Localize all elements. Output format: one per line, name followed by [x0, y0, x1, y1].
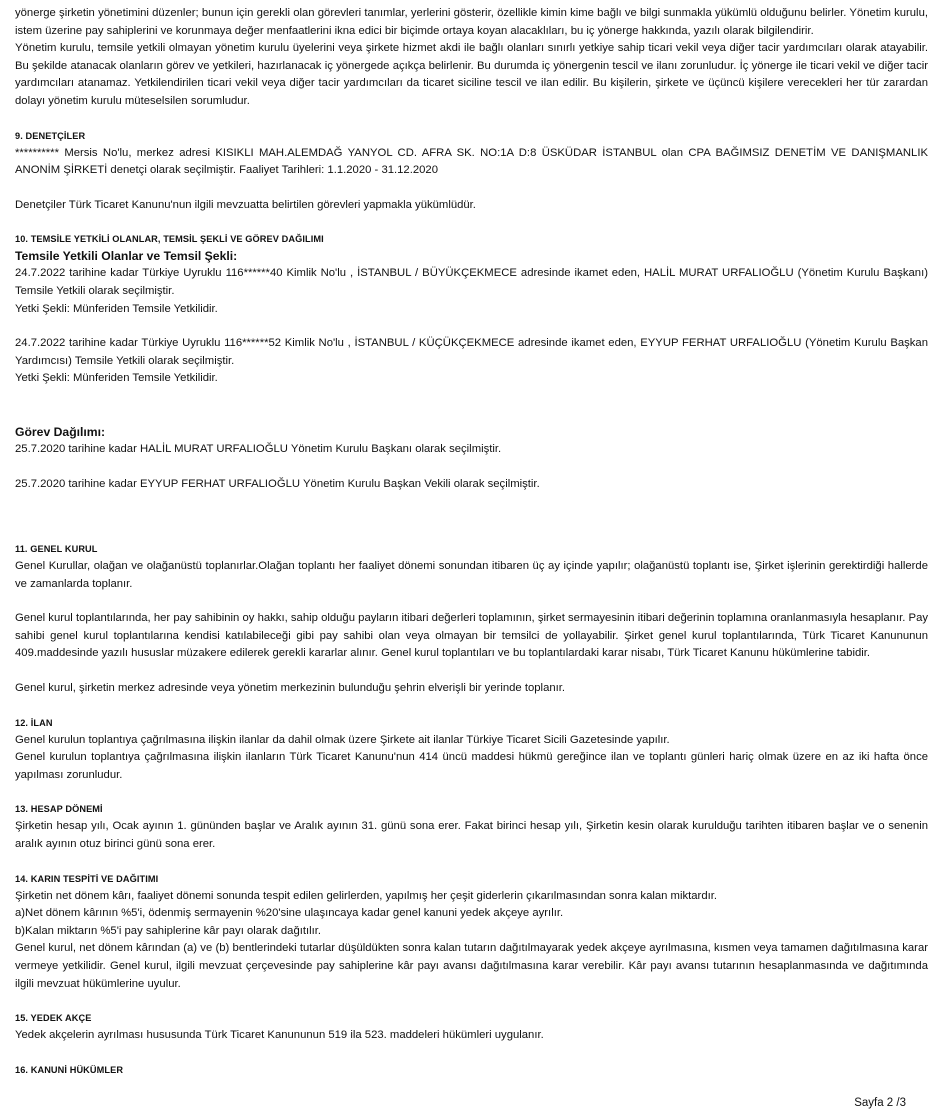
paragraph: Denetçiler Türk Ticaret Kanunu'nun ilgili mevzuatta belirtilen görevleri yapmakla yükümlüdür.: [15, 198, 476, 211]
subheading-duties: Görev Dağılımı:: [15, 424, 106, 439]
section-heading-13: 13. HESAP DÖNEMİ: [15, 804, 103, 815]
section-heading-12: 12. İLAN: [15, 717, 53, 728]
paragraph: Yetki Şekli: Münferiden Temsile Yetkilidir.: [15, 302, 218, 315]
paragraph: 24.7.2022 tarihine kadar Türkiye Uyruklu 116******40 Kimlik No'lu , İSTANBUL / BÜYÜKÇEKMECE adresinde ikamet eden, HALİL MURAT URFALIOĞLU (Yönetim Kurulu Başkanı) Temsile Yetkili olarak seçilmiştir.: [15, 267, 928, 297]
paragraph: Şirketin net dönem kârı, faaliyet dönemi sonunda tespit edilen gelirlerden, yapılmış her çeşit giderlerin çıkarılmasından sonra kalan miktardır.: [15, 889, 718, 902]
section-heading-11: 11. GENEL KURUL: [15, 544, 98, 555]
section-heading-9: 9. DENETÇİLER: [15, 130, 86, 141]
paragraph: a)Net dönem kârının %5'i, ödenmiş sermayenin %20'sine ulaşıncaya kadar genel kanuni yedek akçeye ayrılır.: [15, 907, 564, 920]
paragraph: 25.7.2020 tarihine kadar HALİL MURAT URFALIOĞLU Yönetim Kurulu Başkanı olarak seçilmiştir.: [15, 442, 502, 455]
paragraph: 24.7.2022 tarihine kadar Türkiye Uyruklu 116******52 Kimlik No'lu , İSTANBUL / KÜÇÜKÇEKMECE adresinde ikamet eden, EYYUP FERHAT URFALIOĞLU (Yönetim Kurulu Başkan Yardımcısı) Temsile Yetkili olarak seçilmiştir.: [15, 337, 928, 367]
section-heading-10: 10. TEMSİLE YETKİLİ OLANLAR, TEMSİL ŞEKLİ VE GÖREV DAĞILIMI: [15, 234, 324, 245]
page-number: Sayfa 2 /3: [854, 1097, 906, 1109]
paragraph: Genel Kurullar, olağan ve olağanüstü toplanırlar.Olağan toplantı her faaliyet dönemi sonundan itibaren üç ay içinde yapılır; olağanüstü toplantı ise, Şirket işlerinin gerektirdiği hallerde ve zamanlarda toplanır.: [15, 560, 928, 590]
paragraph: Genel kurul, net dönem kârından (a) ve (b) bentlerindeki tutarlar düşüldükten sonra kalan tutarın dağıtılmayarak yedek akçeye ayrılmasına, kısmen veya tamamen dağıtılmasına karar vermeye yetkilidir. Genel kurul, ilgili mevzuat çerçevesinde pay sahiplerine kâr payı avansı dağıtılmasına karar verebilir. Kâr payı avansı tutarının hesaplanmasında ve dağıtımında ilgili mevzuat hükümlerine uyulur.: [15, 942, 928, 990]
section-heading-16: 16. KANUNİ HÜKÜMLER: [15, 1064, 124, 1075]
paragraph: Yedek akçelerin ayrılması hususunda Türk Ticaret Kanununun 519 ila 523. maddeleri hükümleri uygulanır.: [15, 1029, 544, 1042]
document-page: [15, 5, 928, 1079]
paragraph: Genel kurul, şirketin merkez adresinde veya yönetim merkezinin bulunduğu şehrin elverişli bir yerinde toplanır.: [15, 682, 566, 695]
paragraph: Yetki Şekli: Münferiden Temsile Yetkilidir.: [15, 372, 218, 385]
section-heading-14: 14. KARIN TESPİTİ VE DAĞITIMI: [15, 873, 159, 884]
paragraph: yönerge şirketin yönetimini düzenler; bunun için gerekli olan görevleri tanımlar, yerlerini gösterir, özellikle kimin kime bağlı ve bilgi sunmakla yükümlü olduğunu belirler. Yönetim kurulu, istem üzerine pay sahiplerini ve korunmaya değer menfaatlerini ikna edici bir biçimde ortaya koyan alacaklıları, bu iç yönerge hakkında, yazılı olarak bilgilendirir.: [15, 7, 928, 37]
paragraph: Yönetim kurulu, temsile yetkili olmayan yönetim kurulu üyelerini veya şirkete hizmet akdi ile bağlı olanları sınırlı yetkiye sahip ticari vekil veya diğer tacir yardımcıları olarak atayabilir. Bu şekilde atanacak olanların görev ve yetkileri, hazırlanacak iç yönergede açıkça belirlenir. Bu durumda iç yönergenin tescil ve ilanı zorunludur. İç yönerge ile ticari vekil ve diğer tacir yardımcıları atanamaz. Yetkilendirilen ticari vekil veya diğer tacir yardımcıları da ticaret siciline tescil ve ilan edilir. Bu kişilerin, şirkete ve üçüncü kişilere verecekleri her tür zarardan dolayı yönetim kurulu müteselsilen sorumludur.: [15, 42, 928, 107]
paragraph: 25.7.2020 tarihine kadar EYYUP FERHAT URFALIOĞLU Yönetim Kurulu Başkan Vekili olarak seçilmiştir.: [15, 477, 540, 490]
paragraph: ********** Mersis No'lu, merkez adresi KISIKLI MAH.ALEMDAĞ YANYOL CD. AFRA SK. NO:1A D:8 ÜSKÜDAR İSTANBUL olan CPA BAĞIMSIZ DENETİM VE DANIŞMANLIK ANONİM ŞİRKETİ denetçi olarak seçilmiştir. Faaliyet Tarihleri: 1.1.2020 - 31.12.2020: [15, 146, 928, 177]
paragraph: Genel kurulun toplantıya çağrılmasına ilişkin ilanlar da dahil olmak üzere Şirkete ait ilanlar Türkiye Ticaret Sicili Gazetesinde yapılır.: [15, 733, 670, 746]
paragraph: Genel kurulun toplantıya çağrılmasına ilişkin ilanların Türk Ticaret Kanunu'nun 414 üncü maddesi hükmü gereğince ilan ve toplantı günleri hariç olmak üzere en az iki hafta önce yapılması zorunludur.: [15, 751, 928, 781]
paragraph: Şirketin hesap yılı, Ocak ayının 1. gününden başlar ve Aralık ayının 31. günü sona erer. Fakat birinci hesap yılı, Şirketin kesin olarak kurulduğu tarihten itibaren başlar ve o senenin aralık ayının otuz birinci günü sona erer.: [15, 820, 928, 851]
paragraph: b)Kalan miktarın %5'i pay sahiplerine kâr payı olarak dağıtılır.: [15, 924, 322, 937]
subheading-representation: Temsile Yetkili Olanlar ve Temsil Şekli:: [15, 249, 238, 264]
paragraph: Genel kurul toplantılarında, her pay sahibinin oy hakkı, sahip olduğu payların itibari değerleri toplamının, şirket sermayesinin itibari değerinin toplamına oranlanmasıyla hesaplanır. Pay sahibi genel kurul toplantılarına kendisi katılabileceği gibi pay sahibi olan veya olmayan bir temsilci de yollayabilir. Şirket genel kurul toplantılarında, Türk Ticaret Kanununun 409.maddesinde yazılı hususlar müzakere edilerek gerekli kararlar alınır. Genel kurul toplantıları ve bu toplantılardaki karar nisabı, Türk Ticaret Kanunu hükümlerine tabidir.: [15, 612, 928, 660]
section-heading-15: 15. YEDEK AKÇE: [15, 1013, 92, 1024]
